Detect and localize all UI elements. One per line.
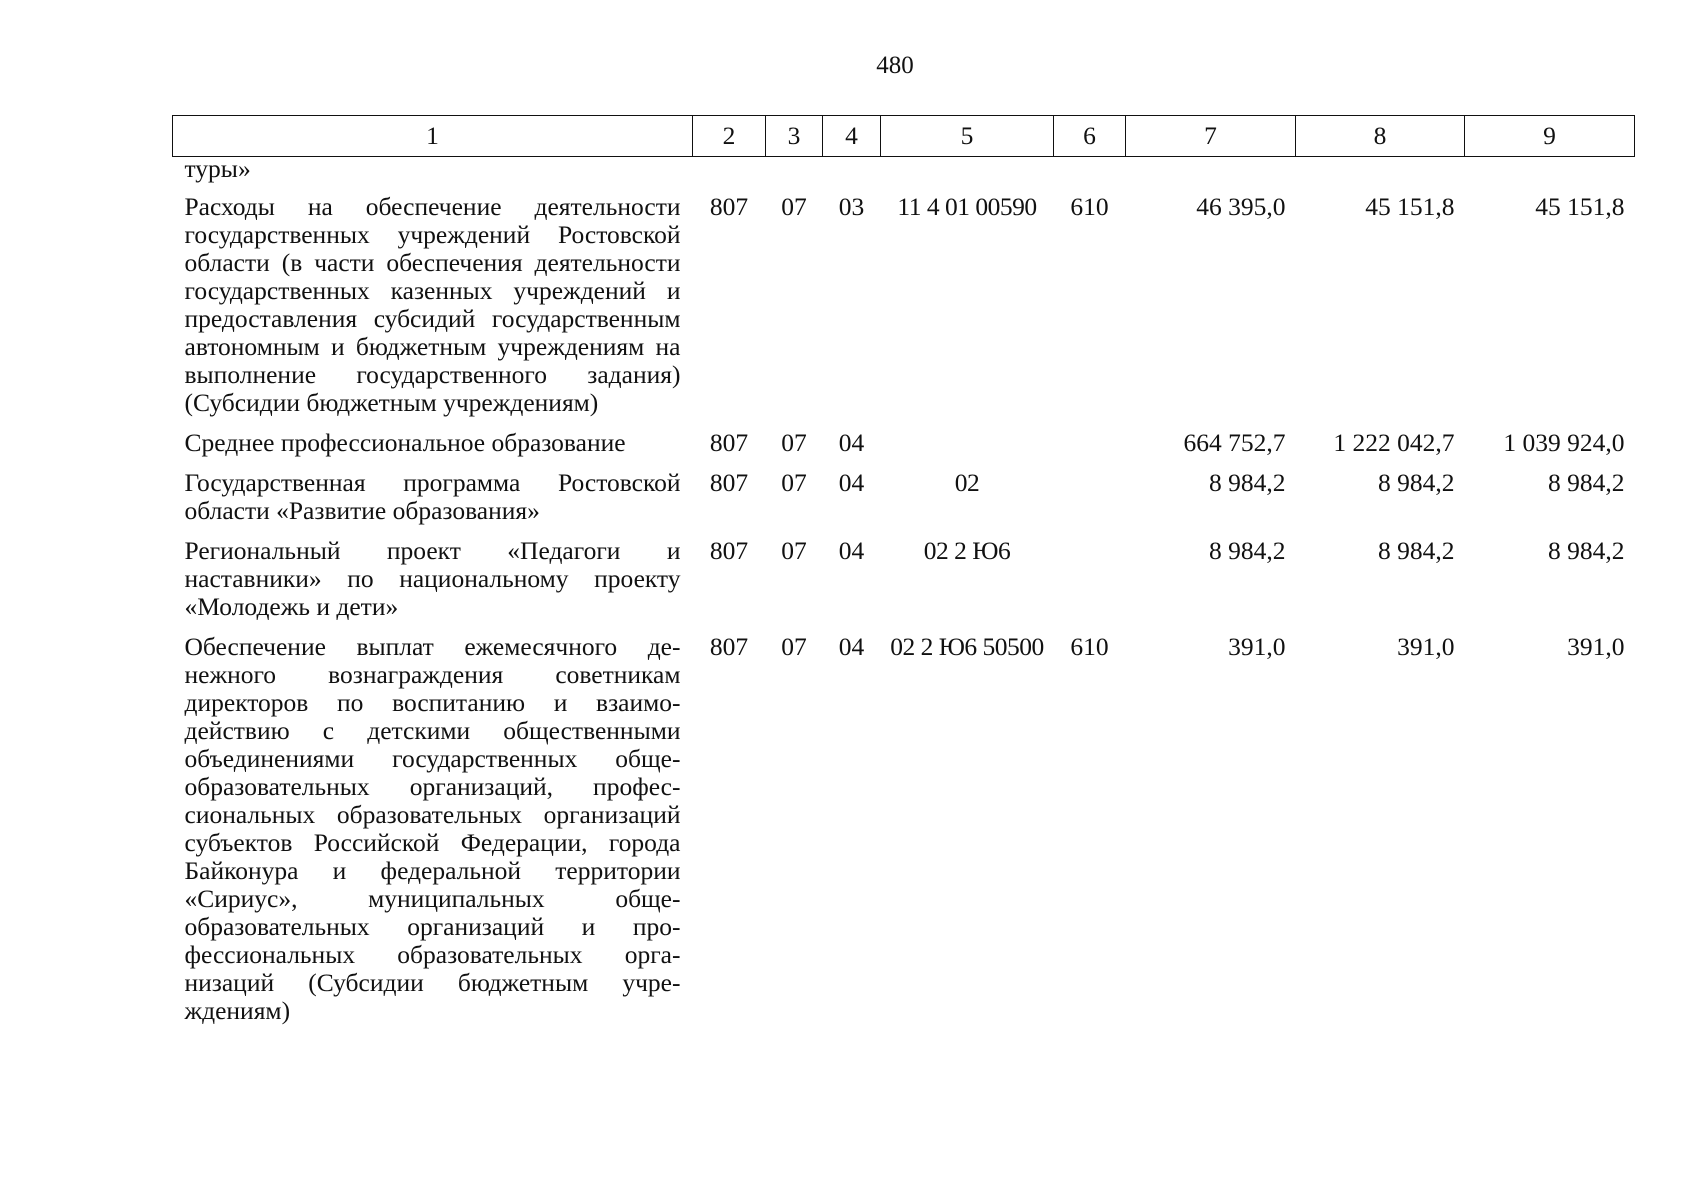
row-description: Расходы на обеспечение деятельности государственных учреждений Ростовской области (в части обеспечения деятельности государственных казенных учреждений и предоставления субсидий государственным автономным и бюджетным учреждениям на выполнение государственного задания) (Субсидии бюджетным учреждениям) [184, 192, 681, 417]
cell-expense-type [1054, 525, 1126, 621]
cell-expense-type: 610 [1070, 192, 1109, 221]
cell-section: 07 [781, 468, 807, 497]
cell-section: 07 [781, 536, 807, 565]
row-description: Обеспечение выплат ежемесячного денежного вознаграждения советникам директоров по воспитанию и взаимодействию с детскими общественными объединениями государственных общеобразовательных организаций, профессиональных образовательных организаций субъектов Российской Федерации, города Байконура и федеральной территории «Сириус», муниципальных общеобразовательных организаций и профессиональных образовательных организаций (Субсидии бюджетным учреждениям) [184, 632, 681, 1025]
cell-ministry-code: 807 [709, 536, 749, 565]
continuation-text: туры» [184, 154, 251, 183]
header-col-8: 8 [1296, 116, 1465, 157]
cell-ministry-code: 807 [709, 192, 749, 221]
cell-target-article: 11 4 01 00590 [897, 192, 1037, 221]
cell-amount-7: 8 984,2 [1209, 536, 1286, 565]
cell-ministry-code: 807 [709, 632, 749, 661]
cell-subsection: 04 [838, 428, 865, 457]
row-description: Государственная программа Ростовской области «Развитие образования» [184, 468, 681, 525]
cell-expense-type [1054, 417, 1126, 457]
cell-amount-9: 391,0 [1567, 632, 1625, 661]
cell-amount-9: 1 039 924,0 [1503, 428, 1625, 457]
cell-subsection: 04 [838, 468, 865, 497]
cell-ministry-code: 807 [709, 428, 749, 457]
row-description: Среднее профессиональное образование [184, 428, 626, 457]
cell-amount-8: 8 984,2 [1378, 468, 1455, 497]
header-col-9: 9 [1465, 116, 1635, 157]
row-description: Региональный проект «Педагоги и наставники» по национальному проекту «Молодежь и дети» [184, 536, 681, 621]
cell-amount-7: 8 984,2 [1209, 468, 1286, 497]
table-row [173, 621, 1635, 1025]
cell-ministry-code: 807 [709, 468, 749, 497]
cell-expense-type: 610 [1070, 632, 1109, 661]
cell-amount-7: 46 395,0 [1196, 192, 1286, 221]
table-row [173, 181, 1635, 417]
cell-subsection: 04 [838, 536, 865, 565]
cell-expense-type [1054, 457, 1126, 525]
cell-amount-8: 1 222 042,7 [1333, 428, 1455, 457]
continuation-row [173, 157, 1635, 182]
header-col-7: 7 [1126, 116, 1296, 157]
cell-subsection: 03 [838, 192, 865, 221]
cell-target-article: 02 [954, 468, 980, 497]
header-col-4: 4 [823, 116, 881, 157]
cell-section: 07 [781, 192, 807, 221]
cell-amount-7: 391,0 [1228, 632, 1286, 661]
table-row [173, 457, 1635, 525]
table-header-row [173, 116, 1635, 157]
table-row [173, 417, 1635, 457]
cell-section: 07 [781, 632, 807, 661]
table-row [173, 525, 1635, 621]
cell-amount-8: 8 984,2 [1378, 536, 1455, 565]
header-col-1: 1 [173, 116, 693, 157]
cell-subsection: 04 [838, 632, 865, 661]
page-number: 480 [876, 52, 914, 79]
header-col-5: 5 [881, 116, 1054, 157]
cell-amount-9: 8 984,2 [1548, 536, 1625, 565]
budget-table [172, 115, 1635, 1025]
cell-section: 07 [781, 428, 807, 457]
cell-amount-8: 391,0 [1397, 632, 1455, 661]
header-col-2: 2 [693, 116, 766, 157]
cell-target-article [881, 417, 1054, 457]
cell-target-article: 02 2 Ю6 50500 [890, 632, 1044, 661]
header-col-6: 6 [1054, 116, 1126, 157]
cell-target-article: 02 2 Ю6 [923, 536, 1011, 565]
cell-amount-9: 45 151,8 [1535, 192, 1625, 221]
cell-amount-7: 664 752,7 [1183, 428, 1286, 457]
header-col-3: 3 [766, 116, 823, 157]
cell-amount-9: 8 984,2 [1548, 468, 1625, 497]
cell-amount-8: 45 151,8 [1365, 192, 1455, 221]
